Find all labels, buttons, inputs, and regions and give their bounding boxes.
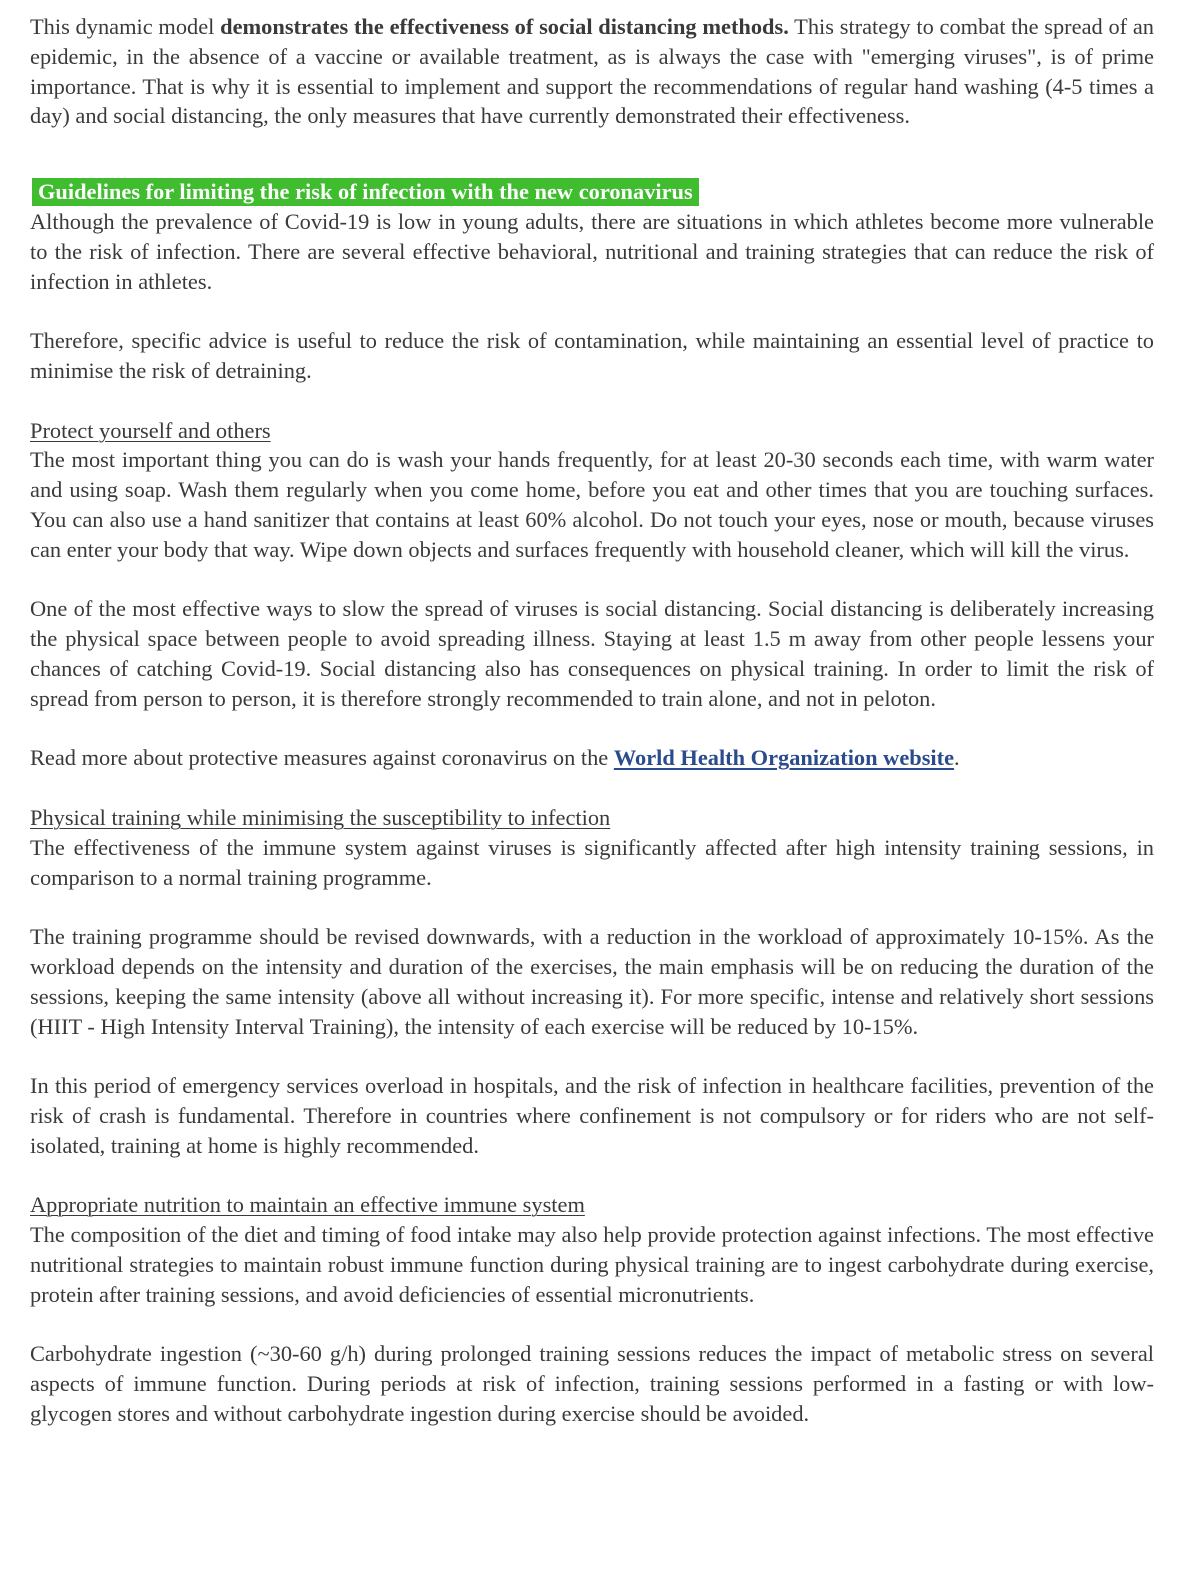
training-paragraph-2: The training programme should be revised downwards, with a reduction in the workload of approximately 10-15%. As the workload depends on the intensity and duration of the exercises, the main emphasis will be on reducing the duration of the sessions, keeping the same intensity (above all without increasing it). For more specific, intense and relatively short sessions (HIIT - High Intensity Interval Training), the intensity of each exercise will be reduced by 10-15%.: [30, 924, 1154, 1039]
read-more-prefix: Read more about protective measures against coronavirus on the: [30, 745, 614, 771]
training-paragraph-1: The effectiveness of the immune system against viruses is significantly affected after high intensity training sessions, in comparison to a normal training programme.: [30, 834, 1154, 890]
intro-paragraph: [30, 12, 1154, 131]
training-heading: Physical training while minimising the susceptibility to infection: [30, 804, 611, 830]
nutrition-section: [30, 1190, 1154, 1428]
protect-paragraph-2: One of the most effective ways to slow the spread of viruses is social distancing. Social distancing is deliberately increasing the physical space between people to avoid spreading illness. Staying at least 1.5 m away from other people lessens your chances of catching Covid-19. Social distancing also has consequences on physical training. In order to limit the risk of spread from person to person, it is therefore strongly recommended to train alone, and not in peloton.: [30, 596, 1154, 711]
nutrition-heading: Appropriate nutrition to maintain an effective immune system: [30, 1192, 585, 1218]
training-paragraph-3: In this period of emergency services overload in hospitals, and the risk of infection in healthcare facilities, prevention of the risk of crash is fundamental. Therefore in countries where confinement is not compulsory or for riders who are not self-isolated, training at home is highly recommended.: [30, 1073, 1154, 1158]
article-body: [30, 12, 1154, 1429]
read-more-paragraph: [30, 743, 1154, 773]
protect-section: [30, 416, 1154, 774]
protect-paragraph-1: The most important thing you can do is wash your hands frequently, for at least 20-30 seconds each time, with warm water and using soap. Wash them regularly when you come home, before you eat and other times that you are touching surfaces. You can also use a hand sanitizer that contains at least 60% alcohol. Do not touch your eyes, nose or mouth, because viruses can enter your body that way. Wipe down objects and surfaces frequently with household cleaner, which will kill the virus.: [30, 447, 1154, 562]
nutrition-paragraph-1: The composition of the diet and timing of food intake may also help provide protection against infections. The most effective nutritional strategies to maintain robust immune function during physical training are to ingest carbohydrate during exercise, protein after training sessions, and avoid deficiencies of essential micronutrients.: [30, 1222, 1154, 1307]
read-more-suffix: .: [954, 745, 960, 771]
intro-bold-statement: demonstrates the effectiveness of social distancing methods.: [220, 14, 789, 39]
guidelines-paragraph-1: Although the prevalence of Covid-19 is low in young adults, there are situations in which athletes become more vulnerable to the risk of infection. There are several effective behavioral, nutritional and training strategies that can reduce the risk of infection in athletes.: [30, 208, 1154, 294]
guidelines-section: [30, 177, 1154, 386]
guidelines-paragraph-2: Therefore, specific advice is useful to reduce the risk of contamination, while maintaining an essential level of practice to minimise the risk of detraining.: [30, 328, 1154, 383]
guidelines-heading: Guidelines for limiting the risk of infection with the new coronavirus: [32, 178, 699, 206]
protect-heading: Protect yourself and others: [30, 417, 271, 443]
nutrition-paragraph-2: Carbohydrate ingestion (~30-60 g/h) during prolonged training sessions reduces the impact of metabolic stress on several aspects of immune function. During periods at risk of infection, training sessions performed in a fasting or with low-glycogen stores and without carbohydrate ingestion during exercise should be avoided.: [30, 1341, 1154, 1426]
training-section: [30, 803, 1154, 1161]
intro-prefix: This dynamic model: [30, 14, 221, 39]
who-website-link[interactable]: World Health Organization website: [613, 745, 955, 771]
intro-suffix: This strategy to combat the spread of an epidemic, in the absence of a vaccine or available treatment, as is always the case with "emerging viruses", is of prime importance. That is why it is essential to implement and support the recommendations of regular hand washing (4-5 times a day) and social distancing, the only measures that have currently demonstrated their effectiveness.: [30, 14, 1154, 129]
